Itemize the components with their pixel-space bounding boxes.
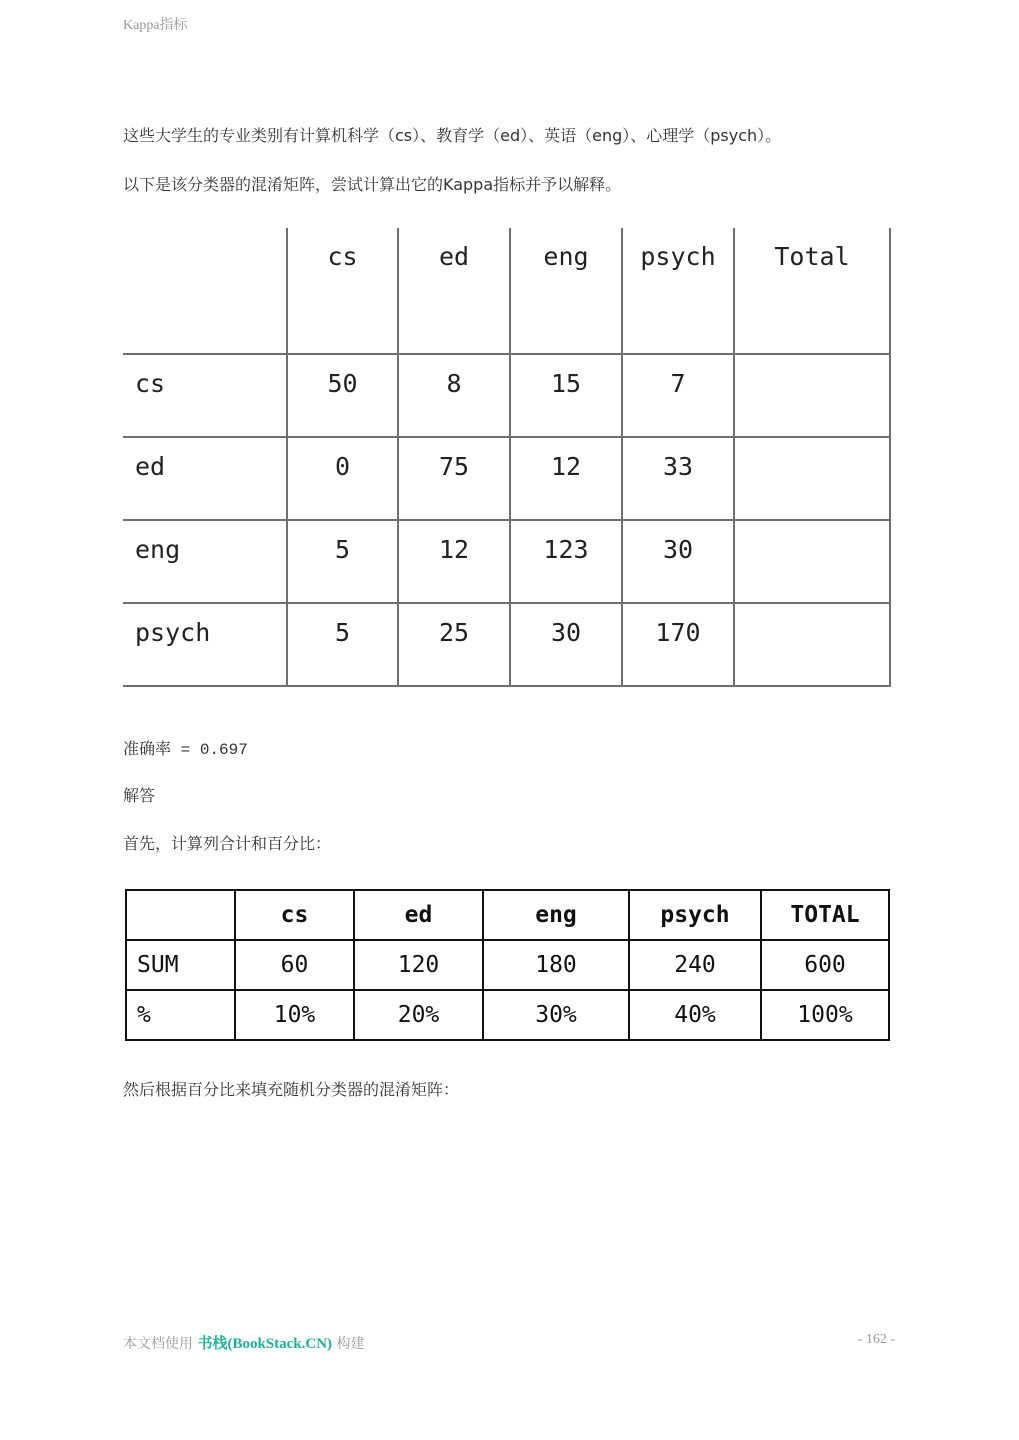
confusion-matrix-col-header: ed <box>398 228 510 354</box>
confusion-matrix-cell: 15 <box>510 354 622 437</box>
confusion-matrix-table <box>123 228 891 687</box>
confusion-matrix-col-header: psych <box>622 228 734 354</box>
confusion-matrix-cell: 123 <box>510 520 622 603</box>
footer-credit <box>123 1332 365 1353</box>
sum-table-cell: 120 <box>354 940 483 990</box>
confusion-matrix-row <box>123 520 890 603</box>
sum-table-row-label: % <box>126 990 235 1040</box>
confusion-matrix-cell: 75 <box>398 437 510 520</box>
sum-table-cell: 30% <box>483 990 629 1040</box>
page-header-title: Kappa指标 <box>123 18 188 33</box>
accuracy-label: 准确率 <box>123 739 172 758</box>
confusion-matrix-row <box>123 603 890 686</box>
confusion-matrix-cell: 0 <box>287 437 398 520</box>
confusion-matrix-col-header: Total <box>734 228 890 354</box>
confusion-matrix-total-cell <box>734 437 890 520</box>
confusion-matrix-cell: 12 <box>398 520 510 603</box>
sum-table-cell: 240 <box>629 940 761 990</box>
sum-table-col-header: TOTAL <box>761 890 889 940</box>
confusion-matrix-row <box>123 354 890 437</box>
sum-table-col-header: psych <box>629 890 761 940</box>
confusion-matrix-cell: 8 <box>398 354 510 437</box>
sum-table-cell: 10% <box>235 990 354 1040</box>
confusion-matrix-col-header: cs <box>287 228 398 354</box>
page-number: - 162 - <box>857 1332 895 1347</box>
confusion-matrix-cell: 50 <box>287 354 398 437</box>
sum-table-corner-cell <box>126 890 235 940</box>
footer-brand-link[interactable]: 书栈(BookStack.CN) <box>197 1336 333 1352</box>
confusion-matrix-row-label: eng <box>123 520 287 603</box>
step-2-text: 然后根据百分比来填充随机分类器的混淆矩阵： <box>123 1080 460 1099</box>
column-sum-table <box>125 889 890 1041</box>
sum-table-col-header: ed <box>354 890 483 940</box>
confusion-matrix-cell: 170 <box>622 603 734 686</box>
confusion-matrix-corner-cell <box>123 228 287 354</box>
sum-table-cell: 600 <box>761 940 889 990</box>
sum-table-cell: 40% <box>629 990 761 1040</box>
confusion-matrix-total-cell <box>734 603 890 686</box>
confusion-matrix-total-cell <box>734 520 890 603</box>
sum-table-header-row <box>126 890 889 940</box>
sum-table-row <box>126 990 889 1040</box>
confusion-matrix-total-cell <box>734 354 890 437</box>
footer-suffix: 构建 <box>332 1336 365 1352</box>
confusion-matrix-row <box>123 437 890 520</box>
confusion-matrix-row-label: ed <box>123 437 287 520</box>
intro-line-1: 这些大学生的专业类别有计算机科学（cs）、教育学（ed）、英语（eng）、心理学（psych）。 <box>123 126 782 145</box>
answer-heading: 解答 <box>123 786 156 805</box>
confusion-matrix-col-header: eng <box>510 228 622 354</box>
confusion-matrix-row-label: psych <box>123 603 287 686</box>
confusion-matrix-row-label: cs <box>123 354 287 437</box>
intro-line-2: 以下是该分类器的混淆矩阵，尝试计算出它的Kappa指标并予以解释。 <box>123 175 622 194</box>
confusion-matrix-cell: 30 <box>510 603 622 686</box>
accuracy-value: = 0.697 <box>171 741 248 759</box>
confusion-matrix-cell: 5 <box>287 603 398 686</box>
confusion-matrix-cell: 7 <box>622 354 734 437</box>
confusion-matrix-cell: 12 <box>510 437 622 520</box>
sum-table-cell: 180 <box>483 940 629 990</box>
confusion-matrix-cell: 33 <box>622 437 734 520</box>
step-1-text: 首先，计算列合计和百分比： <box>123 834 332 853</box>
accuracy-line <box>123 736 248 759</box>
confusion-matrix-cell: 25 <box>398 603 510 686</box>
sum-table-row-label: SUM <box>126 940 235 990</box>
sum-table-cell: 100% <box>761 990 889 1040</box>
confusion-matrix-cell: 30 <box>622 520 734 603</box>
sum-table-cell: 20% <box>354 990 483 1040</box>
confusion-matrix-header-row <box>123 228 890 354</box>
sum-table-col-header: eng <box>483 890 629 940</box>
confusion-matrix-cell: 5 <box>287 520 398 603</box>
sum-table-col-header: cs <box>235 890 354 940</box>
sum-table-cell: 60 <box>235 940 354 990</box>
footer-prefix: 本文档使用 <box>123 1336 198 1352</box>
sum-table-row <box>126 940 889 990</box>
